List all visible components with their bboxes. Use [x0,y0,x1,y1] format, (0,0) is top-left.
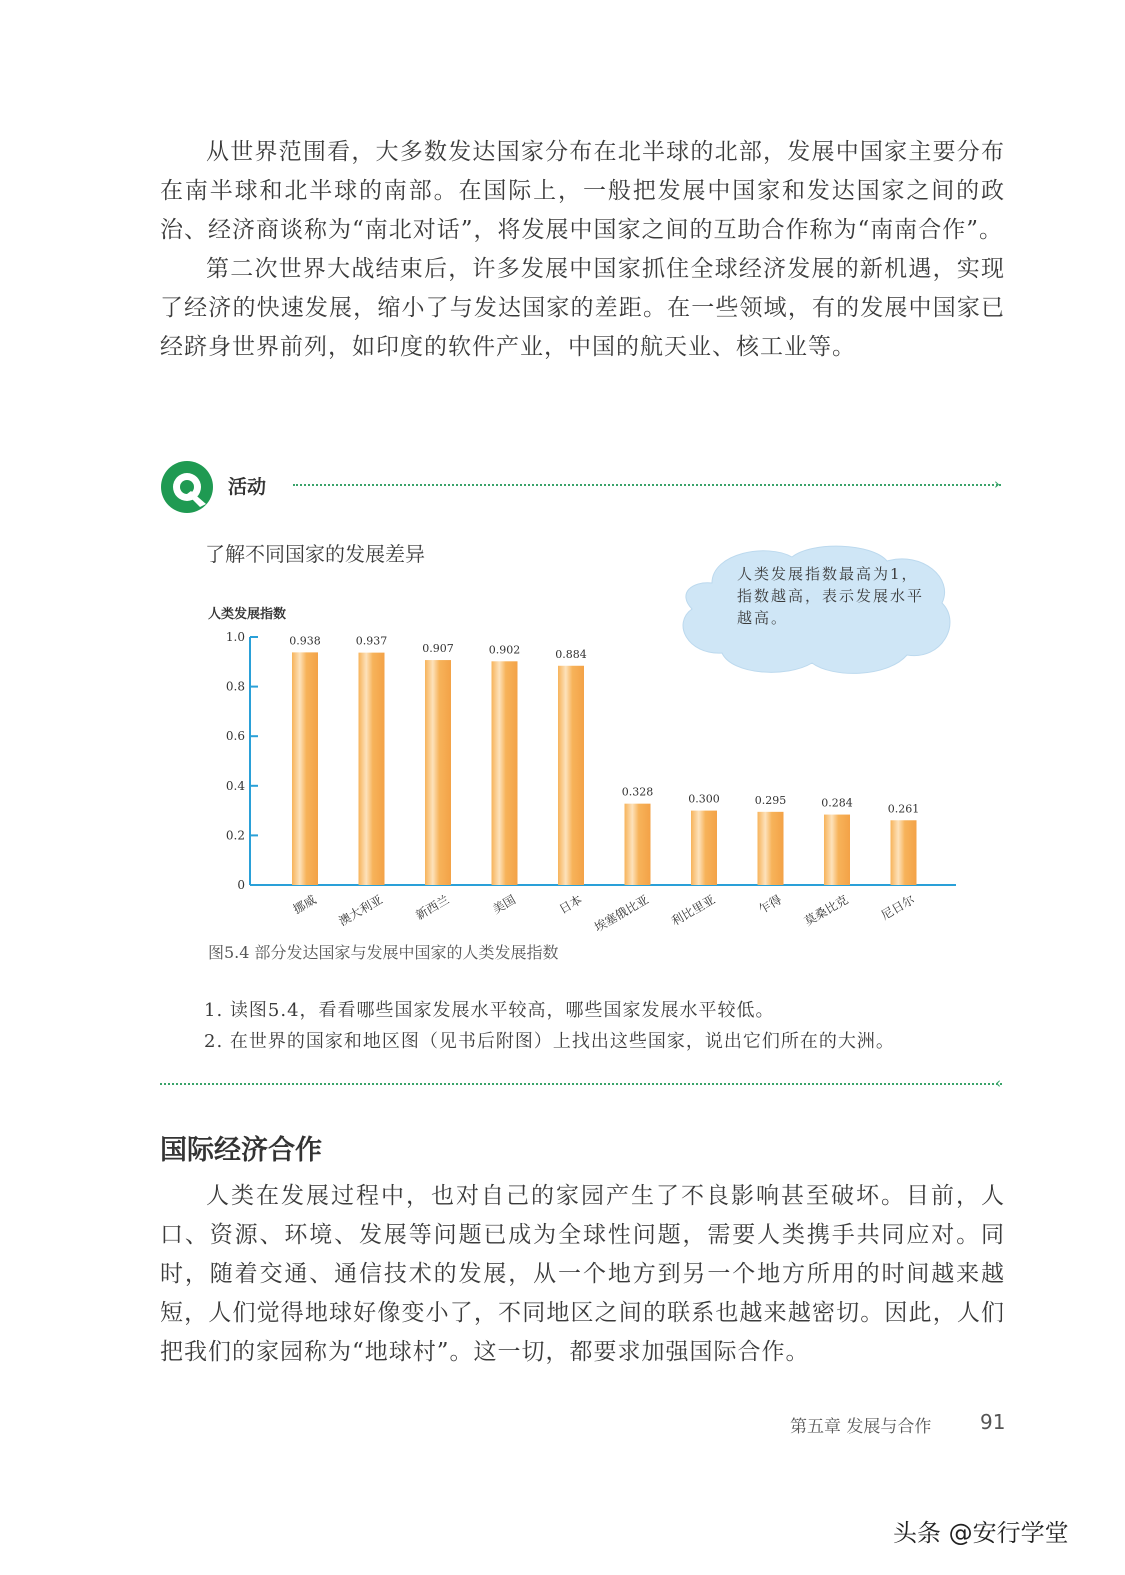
section-text [160,1177,1005,1372]
bar-value-label: 0.902 [488,643,521,657]
bar [891,820,917,885]
activity-header [160,458,1010,514]
bar [758,812,784,885]
bars [289,634,919,934]
question-1: 1. 读图5.4，看看哪些国家发展水平较高，哪些国家发展水平较低。 [204,1000,775,1021]
page-number: 91 [980,1410,1006,1434]
x-tick-label: 澳大利亚 [336,892,385,929]
question-2: 2. 在世界的国家和地区图（见书后附图）上找出这些国家，说出它们所在的大洲。 [204,1031,895,1052]
activity-title: 了解不同国家的发展差异 [205,542,425,566]
bar [824,815,850,885]
cloud-note: 人类发展指数最高为1，指数越高，表示发展水平越高。 [737,565,925,627]
intro-paragraph-2: 第二次世界大战结束后，许多发展中国家抓住全球经济发展的新机遇，实现了经济的快速发展，缩小了与发达国家的差距。在一些领域，有的发展中国家已经跻身世界前列，如印度的软件产业，中国的航天业、核工业等。 [160,256,1005,360]
bar-value-label: 0.300 [688,792,720,806]
bar [359,653,385,885]
bar-value-label: 0.884 [555,647,587,661]
arrow-right-icon: › [994,475,1000,493]
arrow-left-icon: ‹ [995,1074,1001,1092]
section-paragraph: 人类在发展过程中，也对自己的家园产生了不良影响甚至破坏。目前，人口、资源、环境、发展等问题已成为全球性问题，需要人类携手共同应对。同时，随着交通、通信技术的发展，从一个地方到另一个地方所用的时间越来越短，人们觉得地球好像变小了，不同地区之间的联系也越来越密切。因此，人们把我们的家园称为“地球村”。这一切，都要求加强国际合作。 [160,1183,1005,1365]
x-tick-label: 挪威 [290,892,319,917]
y-tick-label: 0.6 [225,729,245,744]
bar [691,811,717,885]
y-tick-label: 0 [237,878,245,892]
bar [558,666,584,885]
x-tick-label: 莫桑比克 [801,892,851,929]
bar [625,804,651,885]
x-tick-label: 乍得 [756,892,784,917]
x-tick-label: 利比里亚 [668,892,718,929]
bar-value-label: 0.907 [422,642,454,656]
bar-value-label: 0.328 [621,785,654,799]
bar-value-label: 0.284 [821,796,853,810]
activity-icon [160,460,214,514]
x-tick-label: 尼日尔 [878,892,917,923]
activity-divider-bottom [160,1083,1002,1085]
bar [292,652,318,885]
y-tick-label: 0.4 [225,778,245,793]
figure-caption: 图5.4 部分发达国家与发展中国家的人类发展指数 [208,943,559,962]
x-tick-label: 新西兰 [413,892,452,923]
x-tick-label: 埃塞俄比亚 [592,892,651,935]
x-tick-label: 日本 [556,892,585,917]
bar-value-label: 0.938 [289,634,321,648]
y-tick-label: 1.0 [225,630,245,644]
bar [492,661,518,885]
y-tick-label: 0.2 [225,828,245,843]
intro-text [160,133,1005,367]
x-tick-label: 美国 [490,892,518,917]
section-heading: 国际经济合作 [160,1135,322,1166]
watermark: 头条 @安行学堂 [893,1519,1069,1547]
bar-value-label: 0.295 [754,793,787,807]
bar [425,660,451,885]
bar-value-label: 0.937 [355,634,388,648]
intro-paragraph-1: 从世界范围看，大多数发达国家分布在北半球的北部，发展中国家主要分布在南半球和北半球的南部。在国际上，一般把发展中国家和发达国家之间的政治、经济商谈称为“南北对话”，将发展中国家之间的互助合作称为“南南合作”。 [160,139,1005,243]
bar-value-label: 0.261 [887,802,920,816]
y-tick-label: 0.8 [225,679,245,694]
activity-label: 活动 [228,476,267,498]
footer-chapter: 第五章 发展与合作 [790,1417,932,1437]
chart-ylabel: 人类发展指数 [208,607,287,622]
activity-divider-top [293,484,1001,486]
hdi-bar-chart [200,600,970,945]
